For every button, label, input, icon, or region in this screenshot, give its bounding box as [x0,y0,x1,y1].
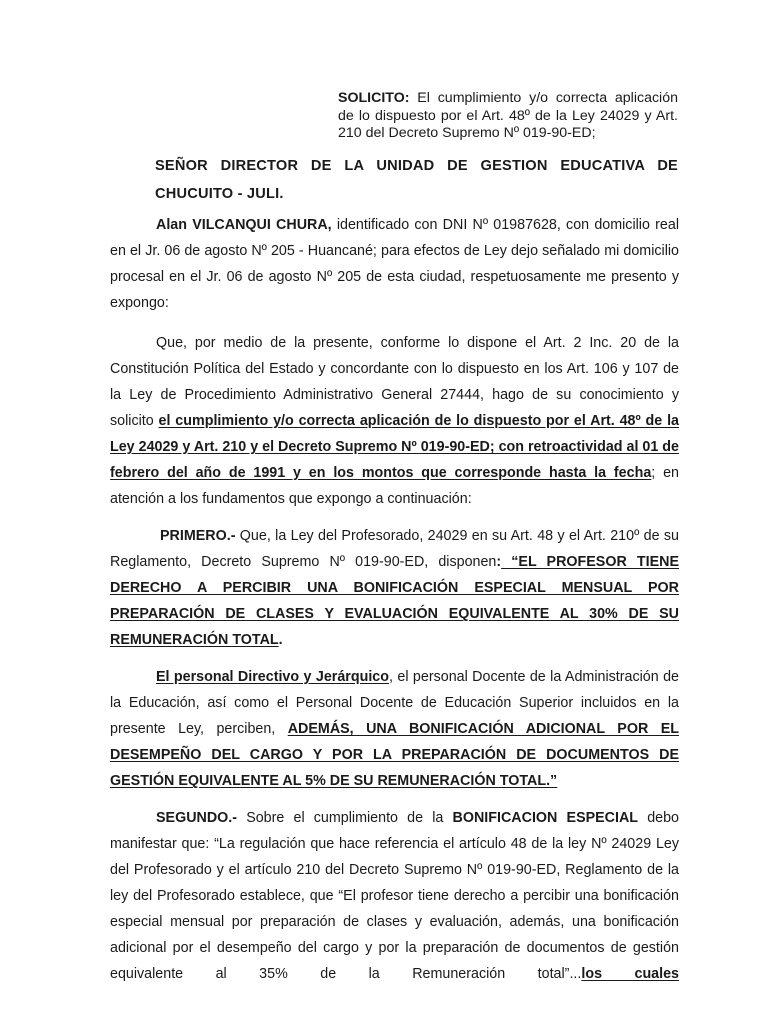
request-paragraph [110,330,679,512]
primero-colon: : [496,554,502,570]
solicito-text: El cumplimiento y/o correcta aplicación de lo dispuesto por el Art. 48º de la Ley 24029 y Art. 210 del Decreto Supremo Nº 019-90-ED; [338,90,678,141]
directivo-quote: ADEMÁS, UNA BONIFICACIÓN ADICIONAL POR EL DESEMPEÑO DEL CARGO Y POR LA PREPARACIÓN DE DOCUMENTOS DE GESTIÓN EQUIVALENTE AL 5% DE SU REMUNERACIÓN TOTAL.” [110,721,679,789]
primero-paragraph [110,523,679,653]
segundo-label: SEGUNDO.- [156,810,238,826]
primero-end: . [278,632,283,648]
primero-text: Que, la Ley del Profesorado, 24029 en su Art. 48 y el Art. 210º de su Reglamento, Decreto Supremo Nº 019-90-ED, disponen [110,528,679,570]
segundo-bold: BONIFICACION ESPECIAL [452,810,639,826]
primero-label: PRIMERO.- [160,528,236,544]
request-text-after: ; en atención a los fundamentos que expongo a continuación: [110,465,679,507]
applicant-name: Alan VILCANQUI CHURA, [156,217,332,233]
directivo-label: El personal Directivo y Jerárquico [156,669,389,685]
request-text-before: Que, por medio de la presente, conforme lo dispone el Art. 2 Inc. 20 de la Constitución Política del Estado y concordante con lo dispuesto en los Art. 106 y 107 de la Ley de Procedimiento Administrativo General 27444, hago de su conocimiento y solicito [110,335,679,429]
directivo-text: , el personal Docente de la Administración de la Educación, así como el Personal Docente de Educación Superior incluidos en la presente Ley, perciben, [110,669,679,737]
addressee-heading: SEÑOR DIRECTOR DE LA UNIDAD DE GESTION EDUCATIVA DE CHUCUITO - JULI. [155,158,678,202]
solicito-label: SOLICITO: [338,90,410,106]
segundo-text-1: Sobre el cumplimiento de la [237,810,453,826]
segundo-paragraph [110,805,679,987]
intro-text: identificado con DNI Nº 01987628, con domicilio real en el Jr. 06 de agosto Nº 205 - Huancané; para efectos de Ley dejo señalado mi domicilio procesal en el Jr. 06 de agosto Nº 205 de esta ciudad, respetuosamente me presento y expongo: [110,217,679,311]
primero-quote: “EL PROFESOR TIENE DERECHO A PERCIBIR UNA BONIFICACIÓN ESPECIAL MENSUAL POR PREPARACIÓN DE CLASES Y EVALUACIÓN EQUIVALENTE AL 30% DE SU REMUNERACIÓN TOTAL [110,554,679,648]
segundo-trail: los cuales [581,966,680,982]
directivo-paragraph [110,664,679,794]
segundo-text-2: debo manifestar que: “La regulación que hace referencia el artículo 48 de la ley Nº 24029 Ley del Profesorado y el artículo 210 del Decreto Supremo Nº 019-90-ED, Reglamento de la ley del Profesorado establece, que “El profesor tiene derecho a percibir una bonificación especial mensual por preparación de clases y evaluación, además, una bonificación adicional por el desempeño del cargo y por la preparación de documentos de gestión equivalente al 35% de la Remuneración total”... [110,810,679,982]
intro-paragraph [110,212,679,316]
solicito-block [338,90,678,143]
request-emphasis: el cumplimiento y/o correcta aplicación de lo dispuesto por el Art. 48º de la Ley 24029 y Art. 210 y el Decreto Supremo Nº 019-90-ED; con retroactividad al 01 de febrero del año de 1991 y en los montos que corresponde hasta la fecha [110,413,679,481]
